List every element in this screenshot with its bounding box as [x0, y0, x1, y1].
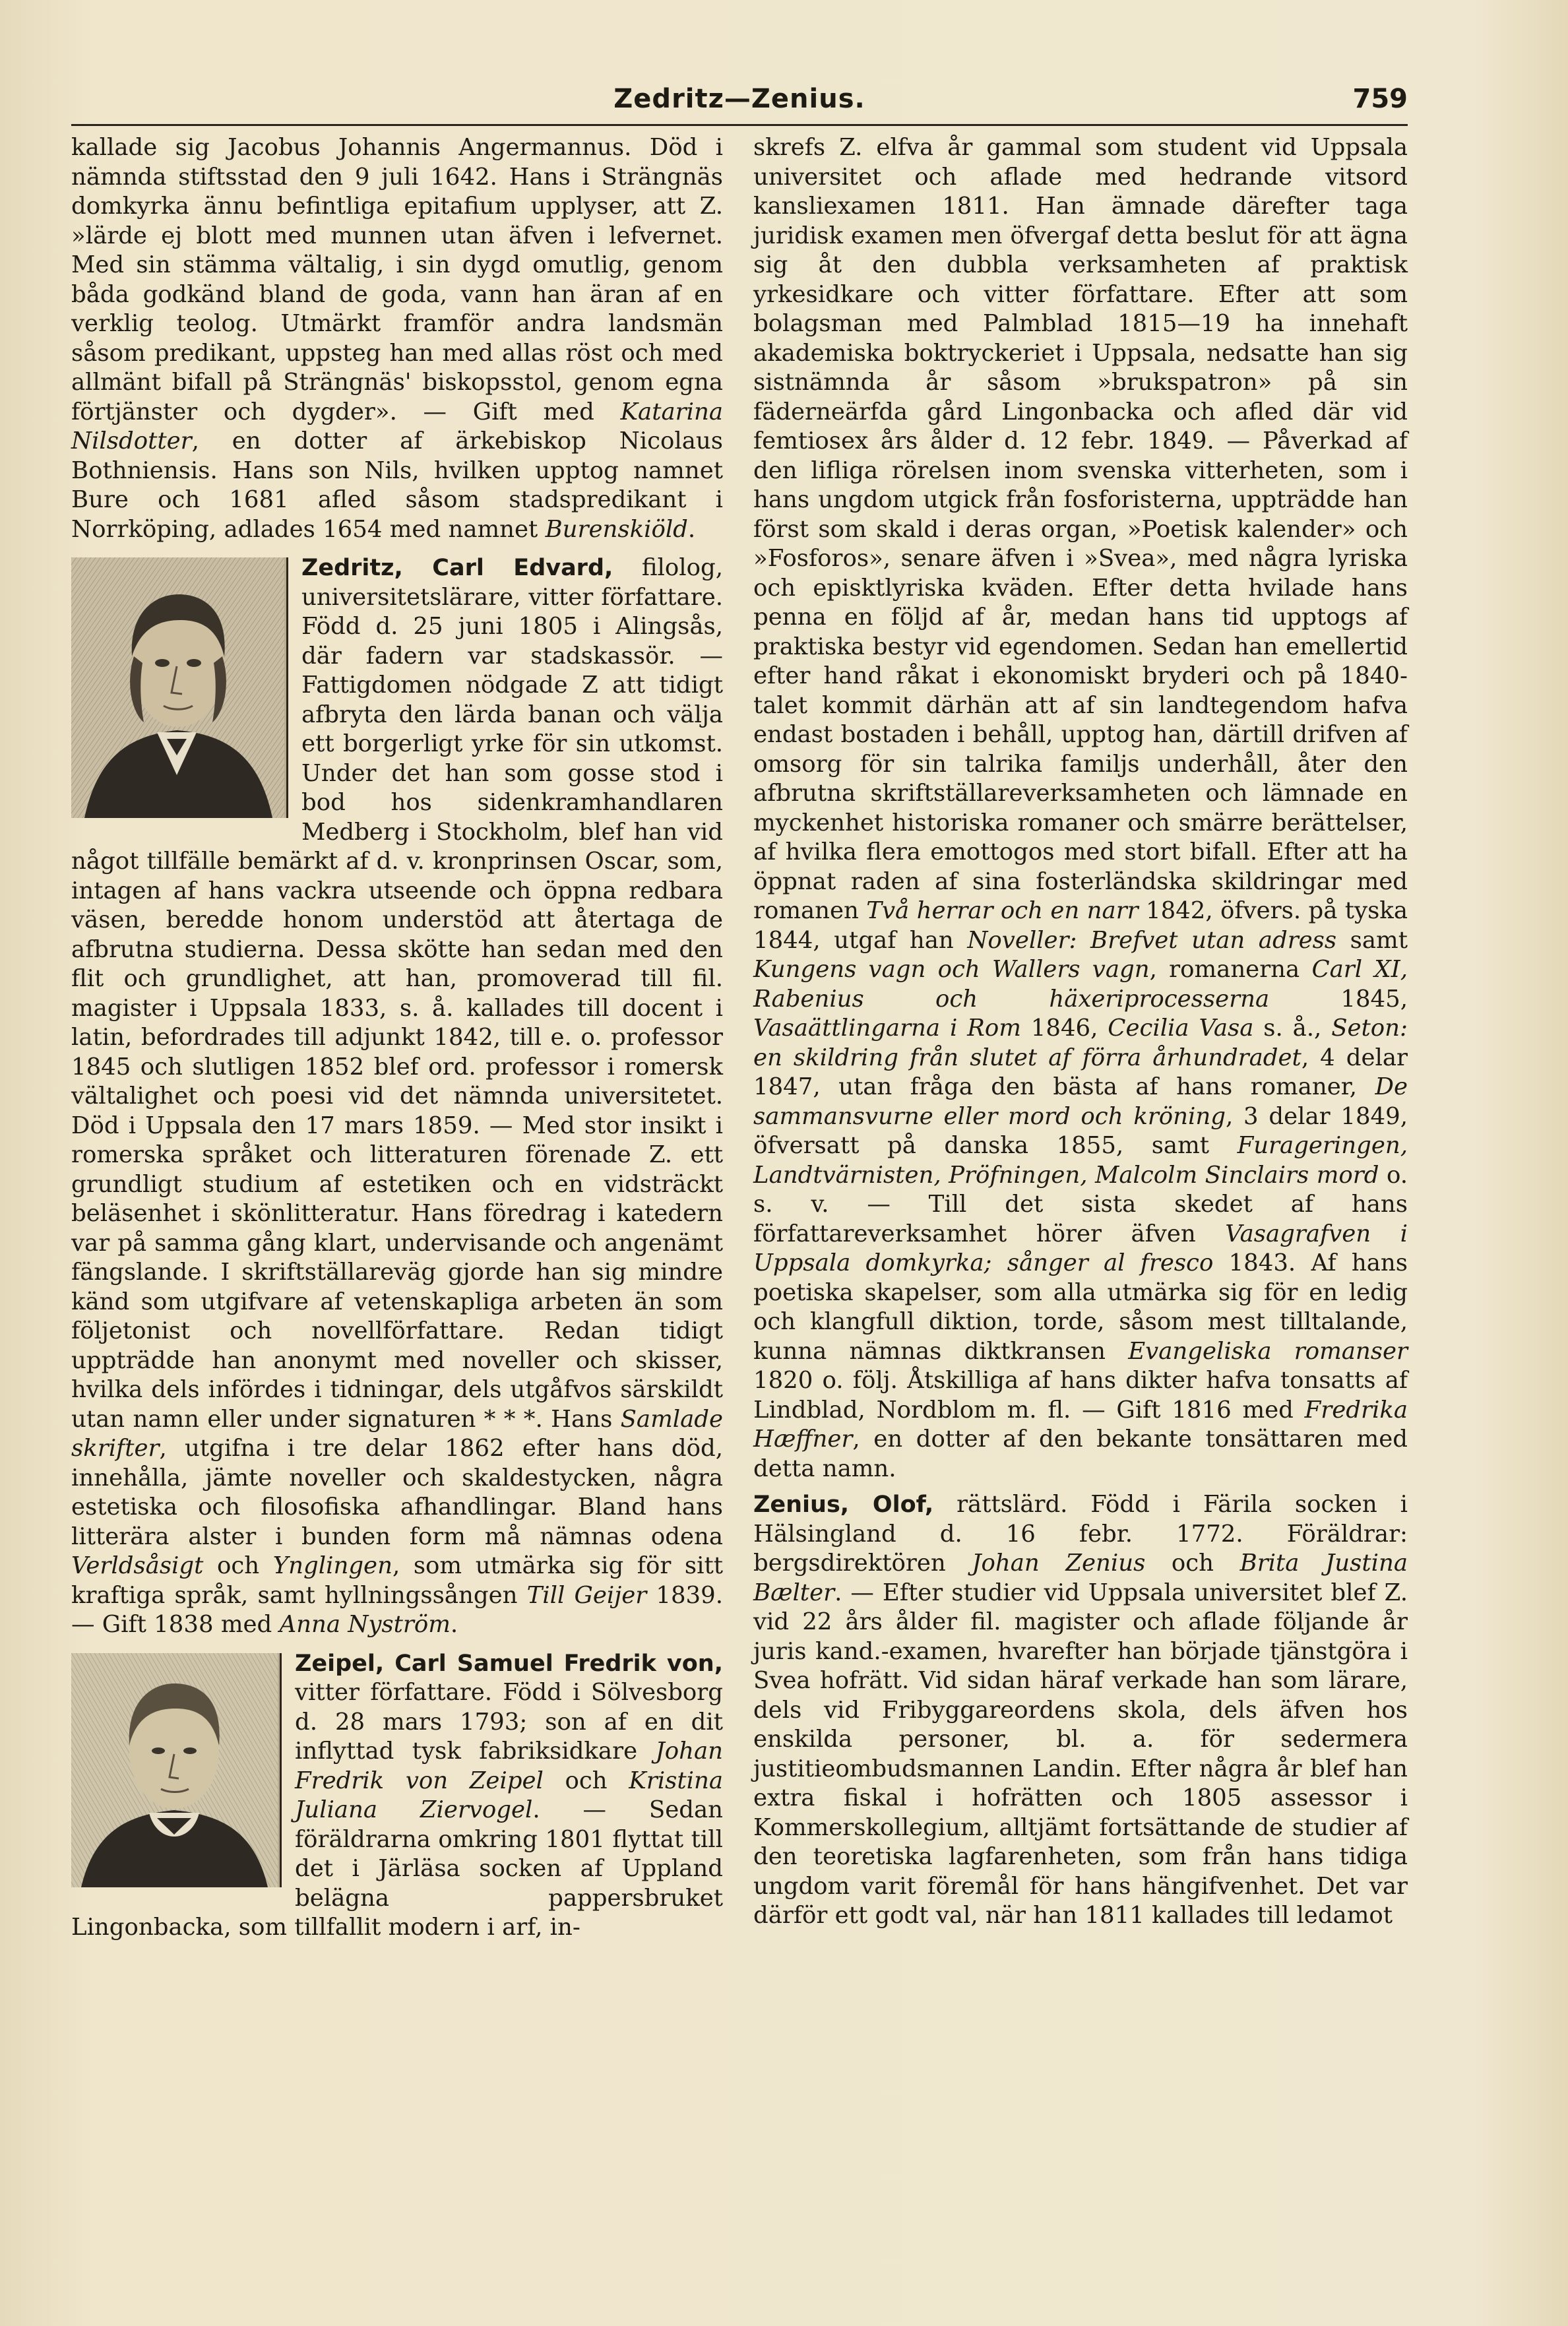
italic-title: Två herrar och en narr	[866, 897, 1139, 924]
italic-title: Vasagrafven i Uppsala domkyrka; sånger al fresco	[753, 1220, 1408, 1276]
text-run: 1839. — Gift 1838 med	[71, 1581, 723, 1638]
text-run: 1846,	[1020, 1015, 1108, 1042]
portrait-zeipel	[71, 1653, 282, 1887]
text-run: 1820 o. följ. Åtskilliga af hans dikter hafva tonsatts af Lindblad, Nordblom m. fl. — Gift 1816 med	[753, 1367, 1408, 1424]
italic-title: Cecilia Vasa	[1108, 1015, 1254, 1042]
entry-zedritz	[71, 553, 723, 1640]
entry-head-zedritz: Zedritz, Carl Edvard,	[301, 555, 613, 581]
text-run: och	[1145, 1550, 1240, 1577]
text-run: och	[543, 1767, 629, 1794]
text-run: , romanerna	[1149, 956, 1312, 983]
italic-title: Furageringen, Landtvärnisten, Pröfningen, Malcolm Sinclairs mord	[753, 1132, 1408, 1189]
italic-name: Anna Nyström	[279, 1611, 451, 1638]
text-run: 1843. Af hans poetiska skapelser, som alla utmärka sig för en ledig och klangfull diktion, torde, såsom mest tilltalande, kunna nämnas diktkransen	[753, 1249, 1408, 1365]
text-run: , som utmärka sig för sitt kraftiga språk, samt hyllningssången	[71, 1552, 724, 1609]
italic-name: Katarina Nilsdotter	[71, 398, 723, 455]
italic-title: De sammansvurne eller mord och kröning	[753, 1073, 1408, 1130]
italic-title: Evangeliska romanser	[1128, 1337, 1408, 1365]
entry-head-zeipel: Zeipel, Carl Samuel Fredrik von,	[295, 1650, 723, 1677]
text-run: och	[203, 1552, 273, 1579]
text-run: o. s. v. — Till det sista skedet af hans författareverksamhet hörer äfven	[753, 1161, 1408, 1247]
italic-title: Noveller: Brefvet utan adress	[967, 926, 1337, 954]
left-column	[71, 133, 723, 1943]
text-run: skrefs Z. elfva år gammal som student vid Uppsala universitet och aflade med hedrande vitsord kansliexamen 1811. Han ämnade därefter taga juridisk examen men öfvergaf detta beslut för att ägna sig åt den dubbla verksamheten af praktisk yrkesidkare och vitter författare. Efter att som bolagsman med Palmblad 1815—19 ha innehaft akademiska boktryckeriet i Uppsala, nedsatte han sig sistnämnda år såsom »brukspatron» på sin fäderneärfda gård Lingonbacka och afled där vid femtiosex års ålder d. 12 febr. 1849. — Påverkad af den lifliga rörelsen inom svenska vitterheten, som i hans ungdom utgick från fosforisterna, uppträdde han först som skald i deras organ, »Poetisk kalender» och »Fosforos», senare äfven i »Svea», med några lyriska och episktlyriska kväden. Efter detta hvilade hans penna en följd af år, medan hans tid upptogs af praktiska bestyr vid egendomen. Sedan han emellertid efter hand råkat i ekonomiskt bryderi och på 1840-talet kommit därhän att af sin landtegendom hafva endast bostaden i behåll, upptog han, därtill drifven af omsorg för sin talrika familjs underhåll, åter den afbrutna skriftställareverksamheten och lämnade en myckenhet historiska romaner och smärre berättelser, af hvilka flera emottogos med stort bifall. Efter att ha öppnat raden af sina fosterländska skildringar med romanen	[753, 134, 1408, 924]
text-run: .	[450, 1611, 458, 1638]
italic-name: Brita Justina Bælter	[753, 1550, 1408, 1606]
italic-title: Verldsåsigt	[71, 1552, 204, 1579]
engraved-portrait-image	[71, 1653, 278, 1887]
paragraph-zeipel-continued	[753, 133, 1408, 1484]
italic-name: Fredrika Hæffner	[753, 1396, 1408, 1453]
entry-zenius	[753, 1490, 1408, 1931]
portrait-zedritz	[71, 557, 288, 818]
entry-head-zenius: Zenius, Olof,	[753, 1492, 934, 1518]
paragraph-angermannus	[71, 133, 723, 544]
italic-title: Kungens vagn och Wallers vagn	[753, 956, 1150, 983]
italic-title: Samlade skrifter	[71, 1405, 723, 1462]
text-run: , utgifna i tre delar 1862 efter hans död, innehålla, jämte noveller och skaldestycken, några estetiska och filosofiska afhandlingar. Bland hans litterära alster i bunden form må nämnas odena	[71, 1435, 723, 1550]
right-column	[753, 133, 1408, 1931]
entry-zeipel	[71, 1649, 723, 1943]
text-run: kallade sig Jacobus Johannis Angermannus. Död i nämnda stiftsstad den 9 juli 1642. Hans i Strängnäs domkyrka ännu befintliga epitafium upplyser, att Z. »lärde ej blott med munnen utan äfven i lefvernet. Med sin stämma vältalig, i sin dygd omutlig, genom båda godkänd bland de goda, vann han äran af en verklig teolog. Utmärkt framför andra landsmän såsom predikant, uppsteg han med allas röst och med allmänt bifall på Strängnäs' biskopsstol, genom egna förtjänster och dygder». — Gift med	[71, 134, 723, 425]
page-header	[71, 78, 1408, 126]
italic-title: Seton: en skildring från slutet af förra århundradet	[753, 1015, 1408, 1071]
text-run: samt	[1336, 926, 1408, 954]
engraved-portrait-image	[71, 557, 284, 818]
text-run: vitter författare. Född i Sölvesborg d. 28 mars 1793; son af en dit inflyttad tysk fabriksidkare	[295, 1679, 723, 1765]
page-number: 759	[1352, 84, 1408, 114]
text-run: , en dotter af den bekante tonsättaren med detta namn.	[753, 1426, 1408, 1482]
running-head: Zedritz—Zenius.	[613, 84, 865, 114]
text-run: rättslärd. Född i Färila socken i Hälsingland d. 16 febr. 1772. Föräldrar: bergsdirektören	[753, 1491, 1408, 1577]
text-run: 1845,	[1269, 985, 1408, 1013]
italic-title: Vasaättlingarna i Rom	[753, 1015, 1021, 1042]
italic-name: Johan Zenius	[972, 1550, 1146, 1577]
text-run: .	[687, 515, 696, 543]
italic-name: Kristina Juliana Ziervogel	[295, 1767, 723, 1823]
italic-name: Johan Fredrik von Zeipel	[295, 1738, 723, 1794]
italic-title: Ynglingen	[272, 1552, 392, 1579]
text-run: s. å.,	[1253, 1015, 1332, 1042]
italic-title: Till Geijer	[526, 1581, 647, 1609]
text-run: , 3 delar 1849, öfversatt på danska 1855, samt	[753, 1102, 1408, 1159]
text-run: 1842, öfvers. på tyska 1844, utgaf han	[753, 897, 1408, 954]
text-run: , en dotter af ärkebiskop Nicolaus Bothniensis. Hans son Nils, hvilken upptog namnet Bure och 1681 afled såsom stadspredikant i Norrköping, adlades 1654 med namnet	[71, 427, 723, 543]
text-run: , 4 delar 1847, utan fråga den bästa af hans romaner,	[753, 1044, 1408, 1100]
text-run: . — Efter studier vid Uppsala universitet blef Z. vid 22 års ålder fil. magister och aflade följande år juris kand.-examen, hvarefter han började tjänstgöra i Svea hofrätt. Vid sidan häraf verkade han som lärare, dels vid Fribyggareordens skola, dels äfven hos enskilda personer, bl. a. för sedermera justitieombudsmannen Landin. Efter några år blef han extra fiskal i hofrätten och 1805 assessor i Kommerskollegium, alltjämt fortsättande de studier af den teoretiska lagfarenheten, som från hans tidiga ungdom varit föremål för hans hängifvenhet. Det var därför ett godt val, när han 1811 kallades till ledamot	[753, 1579, 1408, 1929]
text-run: . — Sedan föräldrarna omkring 1801 flyttat till det i Järläsa socken af Uppland belägna pappersbruket Lingonbacka, som tillfallit modern i arf, in-	[71, 1796, 724, 1941]
text-run: filolog, universitetslärare, vitter författare. Född d. 25 juni 1805 i Alingsås, där fadern var stadskassör. — Fattigdomen nödgade Z att tidigt afbryta den lärda banan och välja ett borgerligt yrke för sin utkomst. Under det han som gosse stod i bod hos sidenkramhandlaren Medberg i Stockholm, blef han vid något tillfälle bemärkt af d. v. kronprinsen Oscar, som, intagen af hans vackra utseende och öppna redbara väsen, beredde honom understöd att återtaga de afbrutna studierna. Dessa skötte han sedan med den flit och grundlighet, att han, promoverad till fil. magister i Uppsala 1833, s. å. kallades till docent i latin, befordrades till adjunkt 1842, till e. o. professor 1845 och slutligen 1852 blef ord. professor i romersk vältalighet och poesi vid det nämnda universitetet. Död i Uppsala den 17 mars 1859. — Med stor insikt i romerska språket och litteraturen förenade Z. ett grundligt studium af estetiken och en vidsträckt beläsenhet i skönlitteratur. Hans föredrag i katedern var på samma gång klart, undervisande och angenämt fängslande. I skriftställareväg gjorde han sig mindre känd som utgifvare af vetenskapliga arbeten än som följetonist och novellförfattare. Redan tidigt uppträdde han anonymt med noveller och skisser, hvilka dels infördes i tidningar, dels utgåfvos särskildt utan namn eller under signaturen * * *. Hans	[71, 554, 723, 1433]
italic-title: Carl XI, Rabenius och häxeriprocesserna	[753, 956, 1408, 1013]
italic-name: Burenskiöld	[545, 515, 688, 543]
